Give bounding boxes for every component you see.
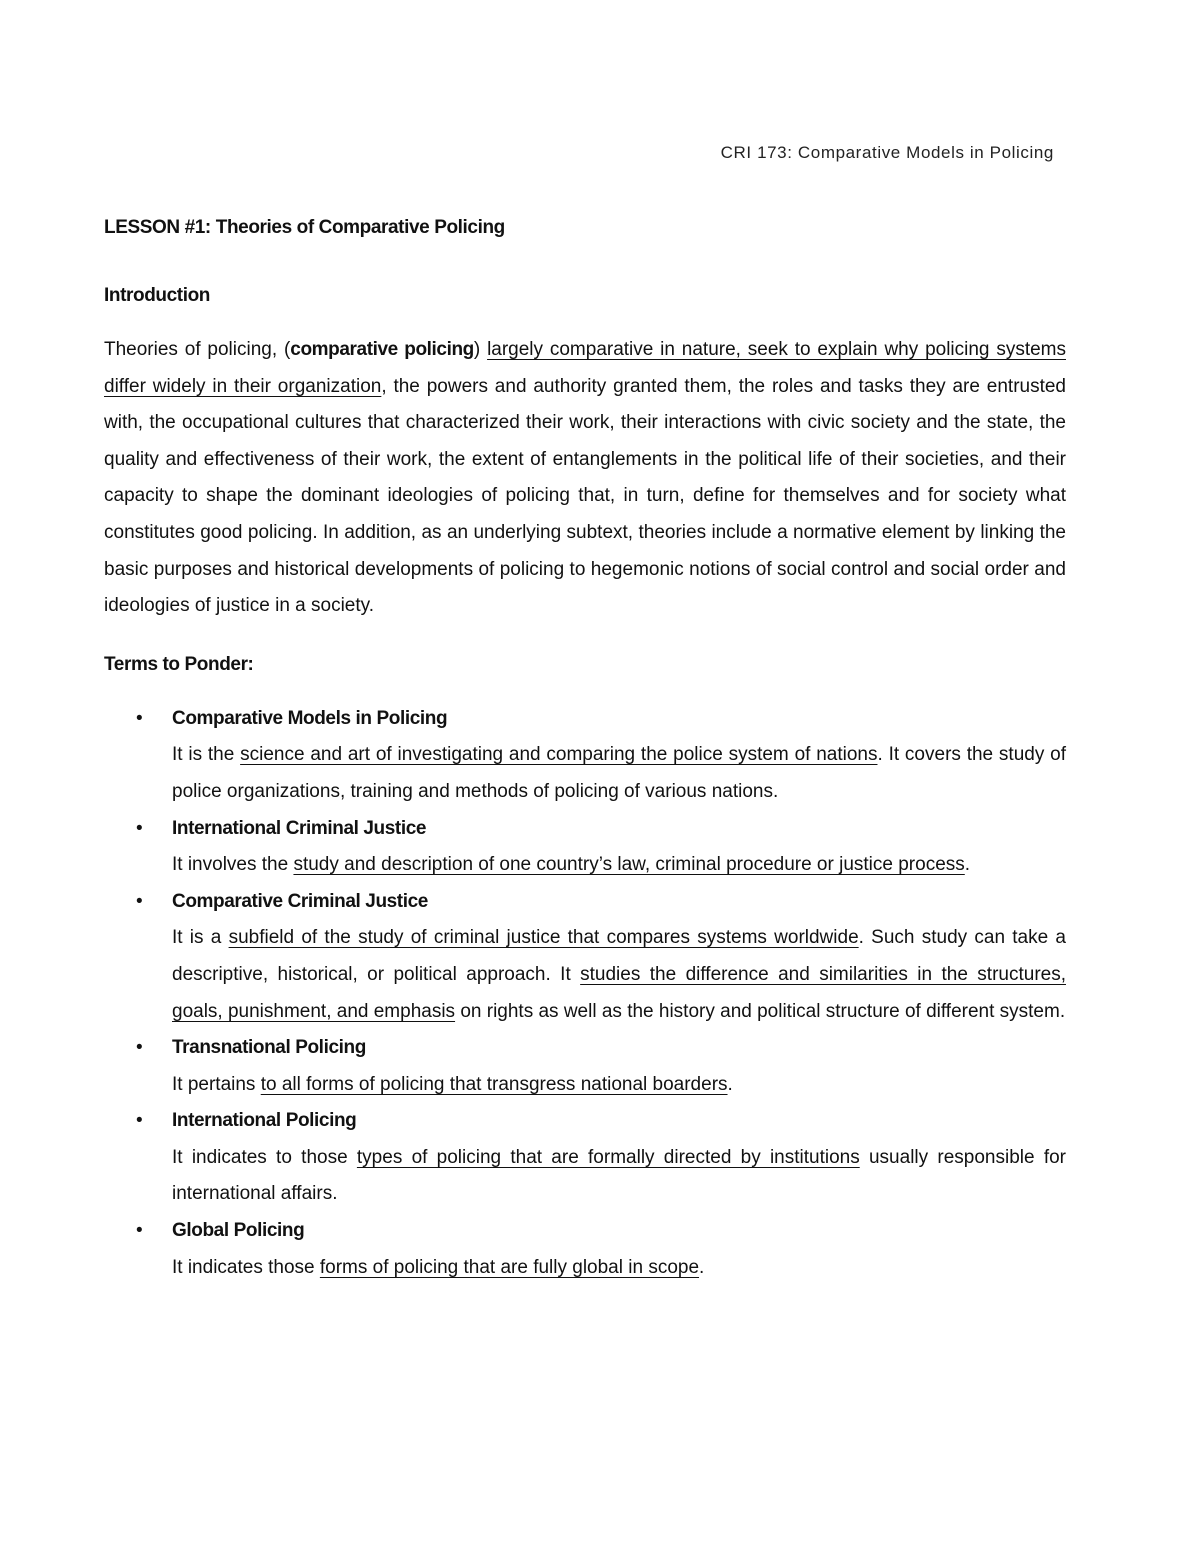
term-def-mid: . [964,854,971,876]
term-definition [172,737,1066,810]
term-def-post: on rights as well as the history and political structure of different system. [455,1000,1066,1022]
introduction-paragraph [104,332,1066,625]
document-body [104,210,1066,1286]
term-name: Comparative Criminal Justice [172,890,428,912]
term-name: Global Policing [172,1220,305,1242]
term-item [104,1213,1066,1286]
terms-heading: Terms to Ponder: [104,653,254,675]
term-def-underline: forms of policing that are fully global in scope [319,1256,700,1278]
introduction-heading: Introduction [104,285,211,306]
term-def-mid: . It covers the study of police organizations, training and methods of policing of various nations. [172,744,1066,802]
term-def-underline: study and description of one country’s law, criminal procedure or justice process [293,854,965,876]
term-name: Comparative Models in Policing [172,707,448,729]
term-def-mid: . Such study can take a descriptive, historical, or political approach. It [172,927,1066,985]
term-def-pre: It pertains [172,1073,261,1095]
bullet-icon: • [136,1110,143,1132]
intro-close: ) [473,339,488,360]
term-def-underline: to all forms of policing that transgress national boarders [260,1073,728,1095]
term-name: International Policing [172,1110,357,1132]
term-definition [172,1067,1066,1104]
term-def-pre: It indicates those [172,1256,320,1278]
term-definition [172,1250,1066,1287]
term-def-mid: usually responsible for international affairs. [172,1146,1066,1205]
term-def-pre: It is the [172,744,241,766]
term-definition [172,1140,1066,1213]
bullet-icon: • [136,1037,143,1059]
term-def-mid: . [699,1256,705,1278]
bullet-icon: • [136,707,143,729]
term-item [104,701,1066,811]
term-def-pre: It is a [172,927,229,949]
running-header: CRI 173: Comparative Models in Policing [720,143,1054,162]
term-definition [172,920,1066,1030]
term-def-underline: science and art of investigating and comparing the police system of nations [240,744,878,766]
bullet-icon: • [136,817,143,839]
term-definition [172,847,1066,884]
term-item [104,1030,1066,1103]
term-def-underline: types of policing that are formally directed by institutions [356,1146,860,1168]
bullet-icon: • [136,1220,143,1242]
lesson-title: LESSON #1: Theories of Comparative Policing [104,217,505,238]
terms-list [104,701,1066,1287]
intro-bold-term: comparative policing [290,339,474,360]
intro-lead: Theories of policing, ( [104,339,291,360]
term-def-underline: subfield of the study of criminal justice that compares systems worldwide [228,927,859,949]
term-item [104,811,1066,884]
term-item [104,1103,1066,1213]
term-def-pre: It indicates to those [172,1146,357,1168]
term-def-underline-2: studies the difference and similarities in the structures, goals, punishment, and emphasis [172,963,1066,1022]
intro-rest: , the powers and authority granted them, the roles and tasks they are entrusted with, the occupational cultures that characterized their work, their interactions with civic society and the state, the quality and effectiveness of their work, the extent of entanglements in the political life of their societies, and their capacity to shape the dominant ideologies of policing that, in turn, define for themselves and for society what constitutes good policing. In addition, as an underlying subtext, theories include a normative element by linking the basic purposes and historical developments of policing to hegemonic notions of social control and social order and ideologies of justice in a society. [104,375,1067,617]
intro-underlined-text: largely comparative in nature, seek to explain why policing systems differ widely in their organization [104,339,1066,397]
bullet-icon: • [136,890,143,912]
term-item [104,884,1066,1030]
term-name: Transnational Policing [172,1037,366,1059]
term-def-pre: It involves the [172,854,294,876]
term-def-mid: . [727,1073,733,1095]
term-name: International Criminal Justice [172,817,427,839]
